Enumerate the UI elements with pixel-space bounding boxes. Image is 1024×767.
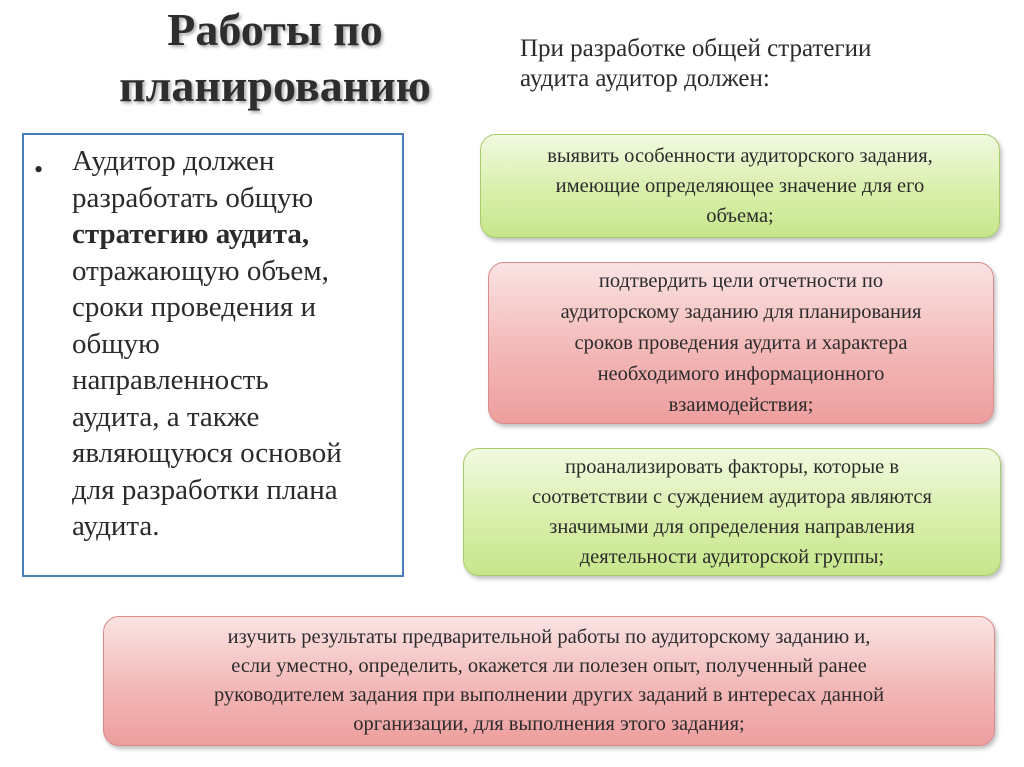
definition-line: сроки проведения и xyxy=(72,291,317,323)
definition-line: Аудитор должен xyxy=(72,145,275,177)
task-card-analyze-factors xyxy=(463,448,1001,576)
definition-line: общую xyxy=(72,327,160,360)
card-line: соответствии с суждением аудитора являются xyxy=(532,486,932,508)
card-line: значимыми для определения направления xyxy=(549,516,915,538)
card-line: изучить результаты предварительной работы по аудиторскому заданию и, xyxy=(227,626,871,648)
task-card-study-results xyxy=(103,616,995,746)
definition-line: аудита, а также xyxy=(72,400,260,433)
definition-line: направленность xyxy=(72,364,269,396)
card-line: необходимого информационного xyxy=(597,362,885,385)
definition-line: аудита. xyxy=(72,510,160,542)
card-line: руководителем задания при выполнении других заданий в интересах данной xyxy=(213,684,885,706)
card-line: взаимодействия; xyxy=(668,393,814,416)
strategy-definition-text xyxy=(72,143,402,545)
strategy-definition-box xyxy=(22,133,404,577)
card-line: проанализировать факторы, которые в xyxy=(564,456,900,478)
definition-line: разработать общую xyxy=(72,181,314,214)
card-line: сроков проведения аудита и характера xyxy=(574,331,908,354)
card-line: подтвердить цели отчетности по xyxy=(598,269,884,292)
bullet-point-icon: • xyxy=(34,155,44,184)
card-line: имеющие определяющее значение для его xyxy=(555,175,925,197)
task-card-confirm-goals xyxy=(488,262,994,424)
intro-line-1: При разработке общей стратегии xyxy=(520,35,872,62)
definition-line: отражающую объем, xyxy=(72,254,329,287)
task-card-identify-features xyxy=(480,134,1000,238)
card-line: объема; xyxy=(706,205,774,227)
definition-line: для разработки плана xyxy=(72,473,338,506)
slide-title-line-1: Работы по xyxy=(167,4,383,55)
card-line: организации, для выполнения этого задания; xyxy=(353,713,745,735)
intro-line-2: аудита аудитор должен: xyxy=(520,65,770,92)
card-line: выявить особенности аудиторского задания, xyxy=(547,145,933,167)
card-line: деятельности аудиторской группы; xyxy=(579,546,885,568)
slide-title-line-2: планированию xyxy=(119,60,431,111)
slide-title xyxy=(40,2,510,114)
definition-line-bold: стратегию аудита, xyxy=(72,218,310,250)
definition-line: являющуюся основой xyxy=(72,437,342,469)
card-line: если уместно, определить, окажется ли полезен опыт, полученный ранее xyxy=(231,655,867,677)
intro-text xyxy=(520,34,1000,94)
card-line: аудиторскому заданию для планирования xyxy=(560,300,922,323)
